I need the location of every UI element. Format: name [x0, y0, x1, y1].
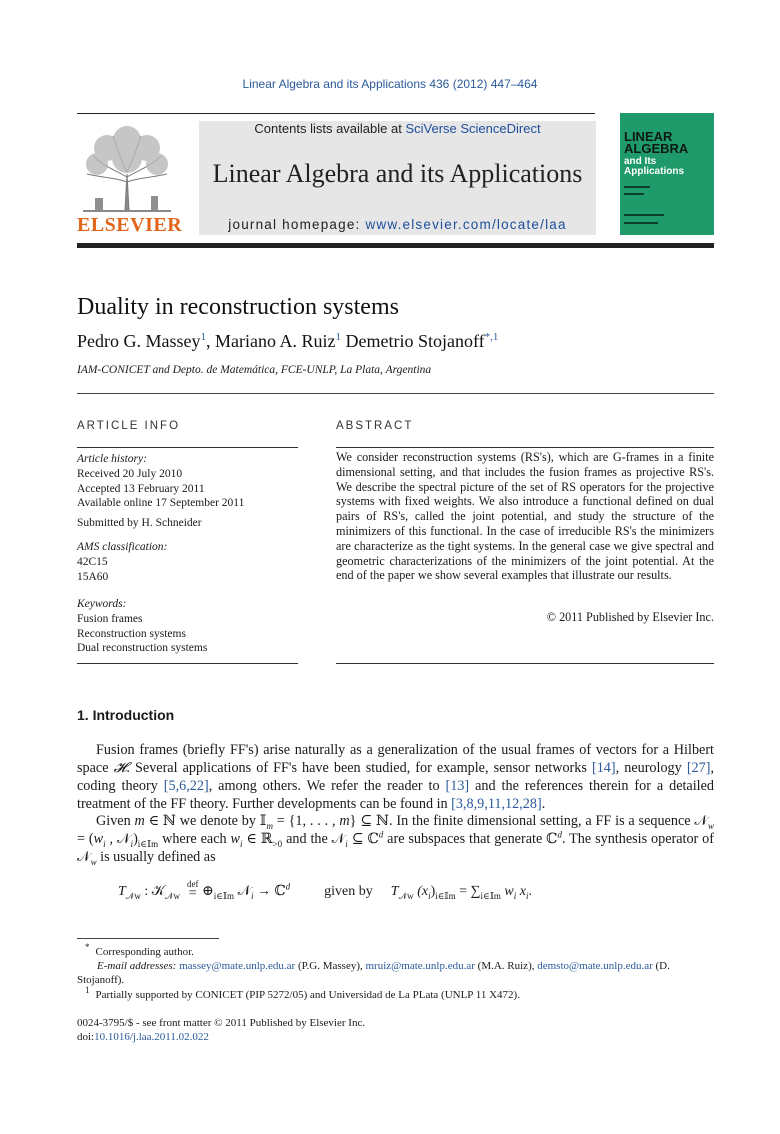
author-name[interactable]: Mariano A. Ruiz — [215, 331, 336, 351]
email-link[interactable]: mruiz@mate.unlp.edu.ar — [365, 960, 475, 972]
email-link[interactable]: demsto@mate.unlp.edu.ar — [537, 960, 653, 972]
cover-title — [624, 131, 688, 155]
text: ∈ ℕ we denote by 𝕀 — [144, 813, 267, 829]
ams-label: AMS classification: — [77, 541, 168, 553]
text: , among others. We refer the reader to — [208, 778, 446, 794]
author-list: Pedro G. Massey$^1$, Mariano A. Ruiz$^1$ Demetrio Stojanoff$^{*,1}$ — [77, 331, 499, 351]
math-sub: i — [239, 838, 243, 849]
submitted-by: Submitted by H. Schneider — [77, 517, 202, 529]
text: = ( — [77, 831, 94, 847]
math-sub: >0 — [272, 838, 283, 849]
header-divider — [77, 113, 595, 114]
journal-title: Linear Algebra and its Applications — [212, 159, 583, 188]
math-sub: m — [266, 820, 273, 831]
def-label: def — [186, 879, 199, 889]
email-link[interactable]: massey@mate.unlp.edu.ar — [179, 960, 296, 972]
math-sub: 𝒩w — [125, 890, 141, 901]
abstract-heading: ABSTRACT — [336, 420, 414, 432]
footnote-mark: * — [85, 942, 90, 953]
math-text: . — [528, 884, 532, 899]
math-sub: w — [707, 820, 714, 831]
equals-sign: = — [188, 886, 197, 901]
math-symbol: 𝓗 — [113, 760, 127, 776]
cover-decoration-line — [624, 193, 644, 195]
text: ⊆ ℂ — [347, 831, 379, 847]
section-divider — [77, 393, 714, 394]
abstract-divider — [336, 447, 714, 448]
email-owner: (M.A. Ruiz), — [474, 960, 538, 972]
math-text: given by — [324, 884, 373, 899]
citation-link[interactable]: [5,6,22] — [163, 778, 209, 794]
email-owner: (D. Stojanoff). — [77, 960, 670, 986]
article-history — [77, 452, 298, 511]
math-var: w — [93, 831, 104, 847]
math-sub: i — [345, 838, 348, 849]
history-label: Article history: — [77, 453, 147, 465]
text: Given — [96, 813, 135, 829]
text: } ⊆ ℕ. In the finite dimensional setting, a FF is a sequence 𝒩 — [349, 813, 708, 829]
math-text: ) — [430, 884, 436, 899]
math-sub: i — [250, 890, 254, 901]
math-var: m — [134, 813, 145, 829]
cover-subtitle — [624, 157, 684, 177]
display-equation — [118, 880, 532, 900]
math-var: w — [500, 884, 514, 899]
citation-link[interactable]: [13] — [445, 778, 470, 794]
contents-prefix: Contents lists available at — [254, 121, 406, 136]
homepage-prefix: journal homepage: — [228, 217, 366, 232]
math-var: T — [118, 884, 126, 899]
keyword: Dual reconstruction systems — [77, 642, 208, 655]
footnote-mark: 1 — [85, 985, 90, 996]
math-var: x — [516, 884, 526, 899]
journal-reference[interactable]: Linear Algebra and its Applications 436 (2012) 447–464 — [242, 77, 538, 91]
footnote-funding — [77, 985, 714, 1002]
body-paragraph — [77, 812, 714, 866]
footnote-divider — [77, 938, 219, 939]
math-text: (x — [413, 884, 429, 899]
affiliation-mark[interactable]: 1 — [335, 331, 341, 343]
homepage-link[interactable]: www.elsevier.com/locate/laa — [365, 217, 567, 232]
ams-code: 42C15 — [77, 555, 108, 568]
cover-sub-line1: and Its — [624, 156, 657, 167]
copyright-notice: © 2011 Published by Elsevier Inc. — [546, 610, 714, 624]
math-var: T — [390, 884, 399, 899]
doi-link[interactable]: 10.1016/j.laa.2011.02.022 — [94, 1031, 209, 1043]
author-name[interactable]: Pedro G. Massey — [77, 331, 201, 351]
math-var: m — [339, 813, 350, 829]
text: . The synthesis operator of 𝒩 — [77, 831, 714, 865]
sciencedirect-link[interactable]: SciVerse ScienceDirect — [405, 121, 541, 136]
author-name[interactable]: Demetrio Stojanoff — [345, 331, 485, 351]
text: ∈ ℝ — [242, 831, 273, 847]
corresponding-mark[interactable]: *,1 — [484, 331, 499, 343]
footnote-text: Partially supported by CONICET (PIP 5272/05) and Universidad de La PLata (UNLP 11 X472). — [95, 989, 520, 1001]
math-sub: i — [428, 890, 431, 901]
math-sub: i∈𝕀m — [435, 890, 456, 901]
math-text: : 𝒦 — [140, 884, 165, 899]
math-sup: d — [378, 829, 384, 840]
text: are subspaces that generate ℂ — [383, 831, 558, 847]
contents-availability — [199, 121, 596, 136]
math-text: 𝒩 — [234, 884, 251, 899]
math-sub: i — [103, 838, 106, 849]
text: where each — [158, 831, 231, 847]
keywords-label: Keywords: — [77, 598, 127, 610]
footnote-corresponding — [77, 942, 714, 959]
text: , 𝒩 — [105, 831, 131, 847]
text: ) — [133, 831, 138, 847]
issn-line: 0024-3795/$ - see front matter © 2011 Published by Elsevier Inc. — [77, 1017, 366, 1029]
text: is usually defined as — [96, 849, 216, 865]
math-sub: w — [90, 856, 97, 867]
online-date: Available online 17 September 2011 — [77, 497, 245, 510]
math-sup: d — [285, 881, 291, 892]
cover-sub-line2: Applications — [624, 166, 685, 177]
affiliation: IAM-CONICET and Depto. de Matemática, FCE-UNLP, La Plata, Argentina — [77, 364, 432, 376]
def-equals — [186, 879, 199, 901]
abstract-text: We consider reconstruction systems (RS's), which are G-frames in a finite dimensional setting, and that includes the fusion frames as projective RS's. We describe the spectral picture of the set of RS operators for the projective systems with fixed weights. We also introduce a functional defined on dual pairs of RS's, called the joint potential, and study the structure of the minimizers of this functional. In the case of irreducible RS's the minimizers are characterize as the tight systems. In the general case we give spectral and geometric characterizations of the minimizers of the joint potential. At the end of the paper we show several examples that illustrate our results. — [336, 450, 714, 583]
math-sub: i∈𝕀m — [213, 890, 235, 901]
math-sub: i — [513, 890, 517, 901]
math-sup: d — [557, 829, 562, 840]
article-info-heading: ARTICLE INFO — [77, 420, 181, 432]
citation-link[interactable]: [14] — [591, 760, 616, 776]
publisher-name: ELSEVIER — [77, 214, 183, 236]
text: . — [541, 796, 546, 812]
math-sub: i — [525, 890, 529, 901]
body-paragraph — [77, 741, 714, 813]
cover-title-line2: ALGEBRA — [624, 141, 689, 156]
footnote-emails — [77, 959, 714, 987]
accepted-date: Accepted 13 February 2011 — [77, 482, 205, 495]
received-date: Received 20 July 2010 — [77, 467, 183, 480]
math-sub: 𝒩w — [164, 890, 180, 901]
paper-title: Duality in reconstruction systems — [77, 294, 399, 320]
keyword: Reconstruction systems — [77, 627, 186, 640]
keyword: Fusion frames — [77, 612, 143, 625]
doi-prefix: doi: — [77, 1031, 95, 1043]
math-sub: 𝒩w — [398, 890, 414, 901]
math-sub: i∈𝕀m — [137, 838, 159, 849]
math-sub: i — [130, 838, 134, 849]
cover-decoration-line — [624, 214, 664, 216]
citation-link[interactable]: [27] — [686, 760, 711, 776]
keywords — [77, 597, 298, 656]
math-sub: i∈𝕀m — [480, 890, 501, 901]
cover-decoration-line — [624, 222, 658, 224]
math-text: ⊕ — [198, 884, 214, 899]
email-owner: (P.G. Massey), — [295, 960, 366, 972]
text: , neurology — [615, 760, 687, 776]
abstract-end-divider — [336, 663, 714, 664]
email-label: E-mail addresses: — [97, 960, 177, 972]
doi-line — [77, 1031, 209, 1043]
article-info-divider — [77, 447, 298, 448]
ams-classification — [77, 540, 298, 584]
text: , coding theory — [77, 760, 714, 794]
math-text: = ∑ — [455, 884, 481, 899]
math-var: w — [230, 831, 240, 847]
section-heading: 1. Introduction — [77, 707, 175, 723]
journal-homepage — [199, 217, 596, 232]
text: Fusion frames (briefly FF's) arise naturally as a generalization of the usual frames of vectors for a Hilbert space — [77, 742, 714, 776]
header-thick-divider — [77, 243, 714, 248]
affiliation-mark[interactable]: 1 — [200, 331, 206, 343]
text: and the references therein for a detailed treatment of the FF theory. Further developments can be found in — [77, 778, 715, 812]
article-info-end-divider — [77, 663, 298, 664]
math-text: → ℂ — [253, 884, 286, 899]
citation-link[interactable]: [3,8,9,11,12,28] — [451, 796, 542, 812]
ams-code: 15A60 — [77, 570, 109, 583]
text: = {1, . . . , — [272, 813, 340, 829]
footnote-text: Corresponding author. — [95, 946, 194, 958]
cover-decoration-line — [624, 186, 650, 188]
cover-title-line1: LINEAR — [624, 129, 673, 144]
text: . Several applications of FF's have been studied, for example, sensor networks — [126, 760, 592, 776]
text: and the 𝒩 — [282, 831, 346, 847]
